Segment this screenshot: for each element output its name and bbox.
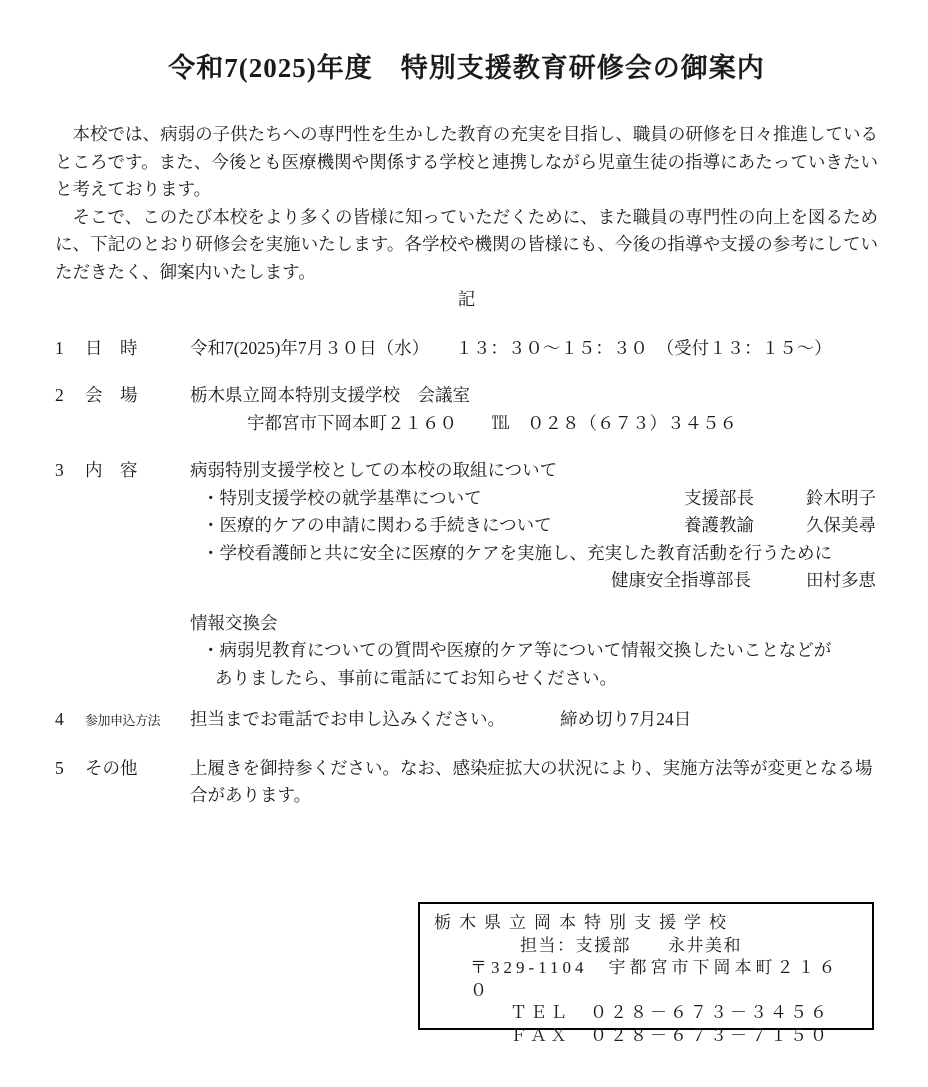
topic-text: ・学校看護師と共に安全に医療的ケアを実施し、充実した教育活動を行うために xyxy=(202,542,832,563)
item-number: 4 xyxy=(55,709,64,729)
topic-text: ・医療的ケアの申請に関わる手続きについて xyxy=(202,515,552,535)
item-venue xyxy=(55,382,878,437)
contact-staff: 担当：支援部 永井美和 xyxy=(520,935,742,955)
page-title: 令和7(2025)年度 特別支援教育研修会の御案内 xyxy=(168,53,765,83)
contact-fax: ＦＡＸ ０２８－６７３－７１５０ xyxy=(510,1025,830,1045)
intro-paragraph-2: そこで、このたび本校をより多くの皆様に知っていただくために、また職員の専門性の向上を図るために、下記のとおり研修会を実施いたします。各学校や機関の皆様にも、今後の指導や支援の参考にしていただきたく、御案内いたします。 xyxy=(55,206,878,282)
presenter-role: 養護教諭 xyxy=(684,515,754,535)
contact-tel: ＴＥＬ ０２８－６７３－３４５６ xyxy=(510,1003,830,1022)
item-other xyxy=(55,755,878,810)
presenter-name: 久保美尋 xyxy=(806,515,876,535)
venue-address: 宇都宮市下岡本町２１６０ ℡ ０２８（６７３）３４５６ xyxy=(247,412,737,433)
topic-row xyxy=(190,485,878,513)
contact-address: 〒329-1104 宇都宮市下岡本町２１６０ xyxy=(470,958,840,1000)
exchange-heading: 情報交換会 xyxy=(190,612,278,633)
presenter-name: 鈴木明子 xyxy=(806,487,876,508)
document-page xyxy=(0,50,928,1087)
presenter-name: 田村多恵 xyxy=(806,570,876,590)
topic-row xyxy=(190,512,878,540)
intro-section xyxy=(55,121,878,286)
item-number: 2 xyxy=(55,385,64,405)
exchange-line: ・病弱児教育についての質問や医療的ケア等について情報交換したいことなどが xyxy=(202,640,832,660)
topic-presenter xyxy=(190,567,878,595)
item-label-application: 参加申込方法 xyxy=(85,713,161,728)
item-number: 5 xyxy=(55,757,64,778)
other-note: 上履きを御持参ください。なお、感染症拡大の状況により、実施方法等が変更となる場合があります。 xyxy=(190,757,873,805)
item-number: 1 xyxy=(55,337,64,358)
record-marker: 記 xyxy=(457,289,476,309)
application-deadline: 締め切り7月24日 xyxy=(560,709,692,729)
item-label-contents: 内 容 xyxy=(85,460,138,480)
contact-box xyxy=(418,902,874,1045)
topic-presenter xyxy=(684,485,878,513)
venue-name: 栃木県立岡本特別支援学校 会議室 xyxy=(190,385,470,405)
item-label-other: その他 xyxy=(85,757,138,778)
topic-text: ・特別支援学校の就学基準について xyxy=(202,487,482,508)
contact-school-name: 栃木県立岡本特別支援学校 xyxy=(434,913,734,932)
exchange-line: ありましたら、事前に電話にてお知らせください。 xyxy=(215,667,617,688)
item-datetime xyxy=(55,335,878,363)
topic-presenter xyxy=(684,512,878,540)
item-label-venue: 会 場 xyxy=(85,385,138,405)
datetime-value: 令和7(2025)年7月３０日（水） １３：３０～１５：３０ （受付１３：１５～） xyxy=(190,337,832,358)
item-number: 3 xyxy=(55,460,64,480)
contents-heading: 病弱特別支援学校としての本校の取組について xyxy=(190,460,558,480)
item-label-datetime: 日 時 xyxy=(85,337,138,358)
intro-paragraph-1: 本校では、病弱の子供たちへの専門性を生かした教育の充実を目指し、職員の研修を日々推進しているところです。また、今後とも医療機関や関係する学校と連携しながら児童生徒の指導にあたっていきたいと考えております。 xyxy=(55,124,878,199)
application-instruction: 担当までお電話でお申し込みください。 xyxy=(190,709,505,729)
item-application xyxy=(55,706,878,735)
item-contents xyxy=(55,457,878,692)
presenter-role: 支援部長 xyxy=(684,487,754,508)
presenter-role: 健康安全指導部長 xyxy=(611,570,751,590)
